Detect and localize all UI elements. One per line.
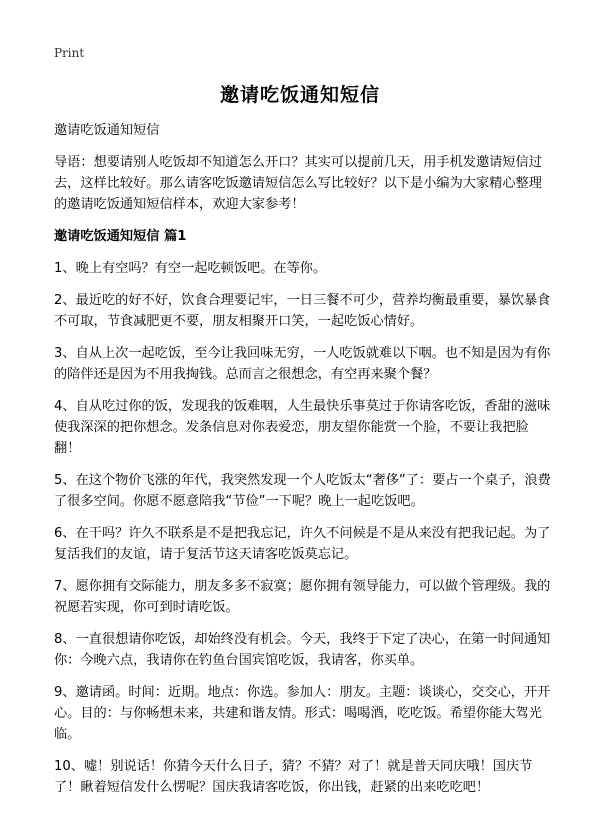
intro-paragraph: 导语：想要请别人吃饭却不知道怎么开口？其实可以提前几天，用手机发邀请短信过去，这样比较好。那么请客吃饭邀请短信怎么写比较好？以下是小编为大家精心整理的邀请吃饭通知短信样本，欢迎大家参考！	[54, 155, 542, 212]
list-item: 1、晚上有空吗？有空一起吃顿饭吧。在等你。	[54, 261, 327, 276]
section-heading: 邀请吃饭通知短信 篇1	[54, 229, 187, 244]
article-subtitle: 邀请吃饭通知短信	[54, 123, 160, 138]
list-item: 2、最近吃的好不好，饮食合理要记牢，一日三餐不可少，营养均衡最重要，暴饮暴食不可取，节食减肥更不要，朋友相聚开口笑，一起吃饭心情好。	[54, 293, 551, 329]
print-link[interactable]: Print	[54, 46, 85, 60]
article-body	[54, 120, 554, 809]
list-item: 8、一直很想请你吃饭，却始终没有机会。今天，我终于下定了决心，在第一时间通知你：今晚六点，我请你在钓鱼台国宾馆吃饭，我请客，你买单。	[54, 632, 551, 668]
list-item: 7、愿你拥有交际能力，朋友多多不寂寞；愿你拥有领导能力，可以做个管理级。我的祝愿若实现，你可到时请吃饭。	[54, 579, 551, 615]
page-title: 邀请吃饭通知短信	[219, 84, 380, 106]
list-item: 5、在这个物价飞涨的年代，我突然发现一个人吃饭太“奢侈”了：要占一个桌子，浪费了很多空间。你愿不愿意陪我“节俭”一下呢？晚上一起吃饭吧。	[54, 473, 551, 509]
list-item: 10、嘘！别说话！你猜今天什么日子，猜？不猜？对了！就是普天同庆哦！国庆节了！瞅着短信发什么愣呢？国庆我请客吃饭，你出钱，赶紧的出来吃吃吧！	[54, 759, 533, 795]
list-item: 9、邀请函。时间：近期。地点：你选。参加人：朋友。主题：谈谈心，交交心，开开心。目的：与你畅想未来，共建和谐友情。形式：喝喝酒，吃吃饭。希望你能大驾光临。	[54, 685, 551, 742]
list-item: 3、自从上次一起吃饭，至今让我回味无穷，一人吃饭就难以下咽。也不知是因为有你的陪伴还是因为不用我掏钱。总而言之很想念，有空再来聚个餐？	[54, 346, 551, 382]
list-item: 4、自从吃过你的饭，发现我的饭难咽，人生最快乐事莫过于你请客吃饭，香甜的滋味使我深深的把你想念。发条信息对你表爱恋，朋友望你能赏一个脸，不要让我把脸翻！	[54, 399, 551, 456]
list-item: 6、在干吗？许久不联系是不是把我忘记，许久不问候是不是从来没有把我记起。为了复活我们的友谊，请于复活节这天请客吃饭莫忘记。	[54, 526, 551, 562]
